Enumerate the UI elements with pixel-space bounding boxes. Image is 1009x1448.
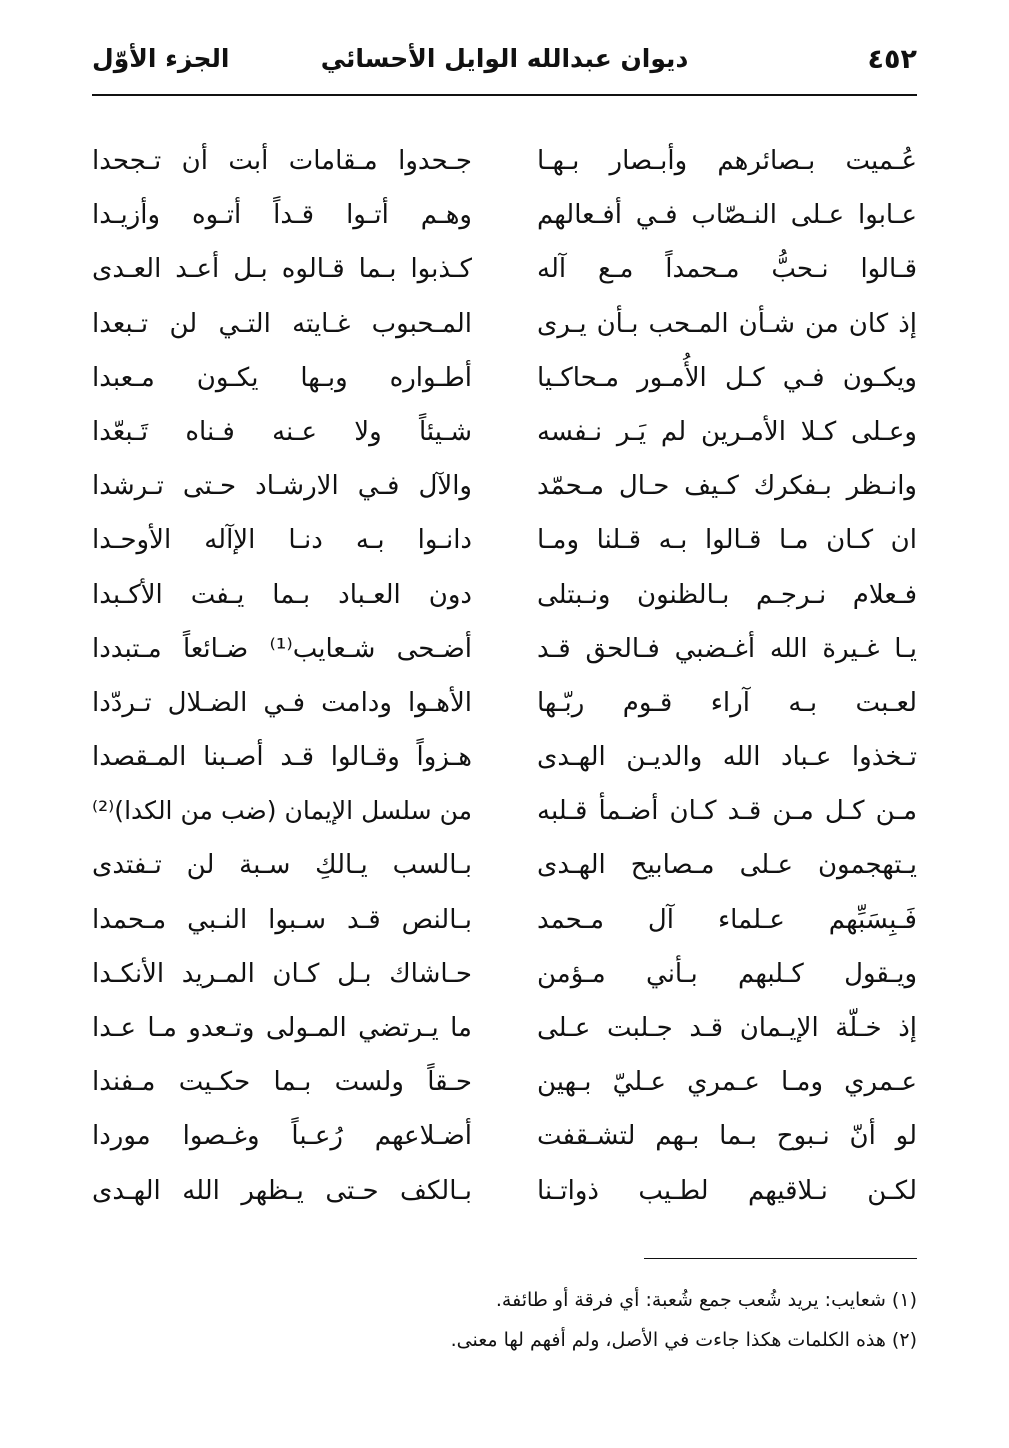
verse-first-hemistich: لو أنّ نـبوح بـما بـهم لتشـقفت [537,1121,917,1152]
verse-line [92,134,917,188]
verse-first-hemistich: ويكـون فـي كـل الأُمـور مـحاكـيا [537,362,917,393]
verse-second-hemistich: من سلسل الإيمان (ضب من الكدا)⁽²⁾ [92,796,472,826]
verse-first-hemistich: إذ خـلّة الإيـمان قـد جـلبت عـلى [537,1013,917,1043]
footnote: (٢) هذه الكلمات هكذا جاءت في الأصل، ولم أفهم لها معنى. [450,1329,917,1351]
page-number: ٤٥٢ [867,44,917,75]
verse-first-hemistich: تـخذوا عـباد الله والديـن الهـدى [537,742,917,773]
verse-second-hemistich: حـقاً ولست بـما حكـيت مـفندا [92,1067,472,1098]
verse-line [92,622,917,676]
footnote-rule [644,1258,917,1259]
verse-line [92,242,917,296]
verse-first-hemistich: قـالوا نـحبُّ مـحمداً مـع آله [537,254,917,285]
verse-second-hemistich: ما يـرتضي المـولى وتـعدو مـا عـدا [92,1013,472,1043]
verse-second-hemistich: شـيئاً ولا عـنه فـناه تَـبعّدا [92,416,472,447]
verse-line [92,676,917,730]
verse-first-hemistich: عُـميت بـصائرهم وأبـصار بـهـا [537,146,917,176]
verse-line [92,405,917,459]
verse-line [92,730,917,784]
verse-second-hemistich: أطـواره وبـها يكـون مـعبدا [92,362,472,393]
header-rule [92,94,917,96]
verse-line [92,1001,917,1055]
verse-second-hemistich: بـالكف حـتى يـظهر الله الهـدى [92,1175,472,1206]
verse-second-hemistich: كـذبوا بـما قـالوه بـل أعـد العـدى [92,254,472,285]
verse-line [92,838,917,892]
verse-first-hemistich: لكـن نـلاقيهم لطـيب ذواتـنا [537,1175,917,1206]
verse-line [92,1164,917,1218]
verse-second-hemistich: بـالنص قـد سـبوا النـبي مـحمدا [92,904,472,935]
verse-second-hemistich: حـاشاك بـل كـان المـريد الأنكـدا [92,958,472,989]
verse-second-hemistich: دانـوا بـه دنـا الإآله الأوحـدا [92,525,472,556]
verse-second-hemistich: وهـم أتـوا قـداً أتـوه وأزيـدا [92,200,472,231]
verse-first-hemistich: عـمري ومـا عـمري عـليّ بـهين [537,1067,917,1098]
verse-first-hemistich: فـعلام نـرجـم بـالظنون ونـبتلى [537,579,917,610]
verse-first-hemistich: يـا غـيرة الله أغـضبي فـالحق قـد [537,633,917,664]
volume-part: الجزء الأوّل [92,44,230,73]
verse-second-hemistich: والآل فـي الارشـاد حـتى تـرشدا [92,471,472,502]
verse-second-hemistich: أضـلاعهم رُعـباً وغـصوا موردا [92,1121,472,1152]
verse-line [92,297,917,351]
book-title: ديوان عبدالله الوايل الأحسائي [320,44,689,73]
verse-first-hemistich: عـابوا عـلى النـصّاب فـي أفـعالهم [537,200,917,231]
verse-first-hemistich: وانـظر بـفكرك كـيف حـال مـحمّد [537,471,917,502]
verse-second-hemistich: دون العـباد بـما يـفت الأكـبدا [92,579,472,610]
verse-line [92,947,917,1001]
verse-first-hemistich: وعـلى كـلا الأمـرين لم يَـر نـفسه [537,416,917,447]
verse-second-hemistich: المـحبوب غـايته التـي لن تـبعدا [92,308,472,339]
footnote: (١) شعايب: يريد شُعب جمع شُعبة: أي فرقة أو طائفة. [495,1289,917,1311]
verse-second-hemistich: جـحدوا مـقامات أبت أن تـجحدا [92,146,472,176]
verse-first-hemistich: يـتهجمون عـلى مـصابيح الهـدى [537,850,917,881]
footnotes [92,1280,917,1360]
poem [92,134,917,1218]
verse-second-hemistich: بـالسب يـالكِ سـبة لن تـفتدى [92,850,472,881]
verse-line [92,568,917,622]
verse-line [92,893,917,947]
verse-first-hemistich: إذ كان من شـأن المـحب بـأن يـرى [537,308,917,339]
verse-second-hemistich: الأهـوا ودامت فـي الضـلال تـردّدا [92,687,472,718]
page-header [92,38,917,90]
verse-line [92,351,917,405]
verse-first-hemistich: ان كـان مـا قـالوا بـه قـلنا ومـا [537,525,917,556]
verse-line [92,1109,917,1163]
verse-first-hemistich: فَـبِسَبِّهم عـلماء آل مـحمد [537,904,917,935]
verse-second-hemistich: أضـحى شـعايب⁽¹⁾ ضـائعاً مـتبددا [92,633,472,664]
verse-first-hemistich: مـن كـل مـن قـد كـان أضـمأ قـلبه [537,796,917,827]
verse-first-hemistich: لعـبت بـه آراء قـوم ربّـها [537,687,917,718]
verse-line [92,784,917,838]
verse-line [92,188,917,242]
verse-line [92,513,917,567]
verse-line [92,459,917,513]
verse-first-hemistich: ويـقول كـلبهم بـأني مـؤمن [537,958,917,989]
verse-line [92,1055,917,1109]
verse-second-hemistich: هـزواً وقـالوا قـد أصـبنا المـقصدا [92,742,472,773]
